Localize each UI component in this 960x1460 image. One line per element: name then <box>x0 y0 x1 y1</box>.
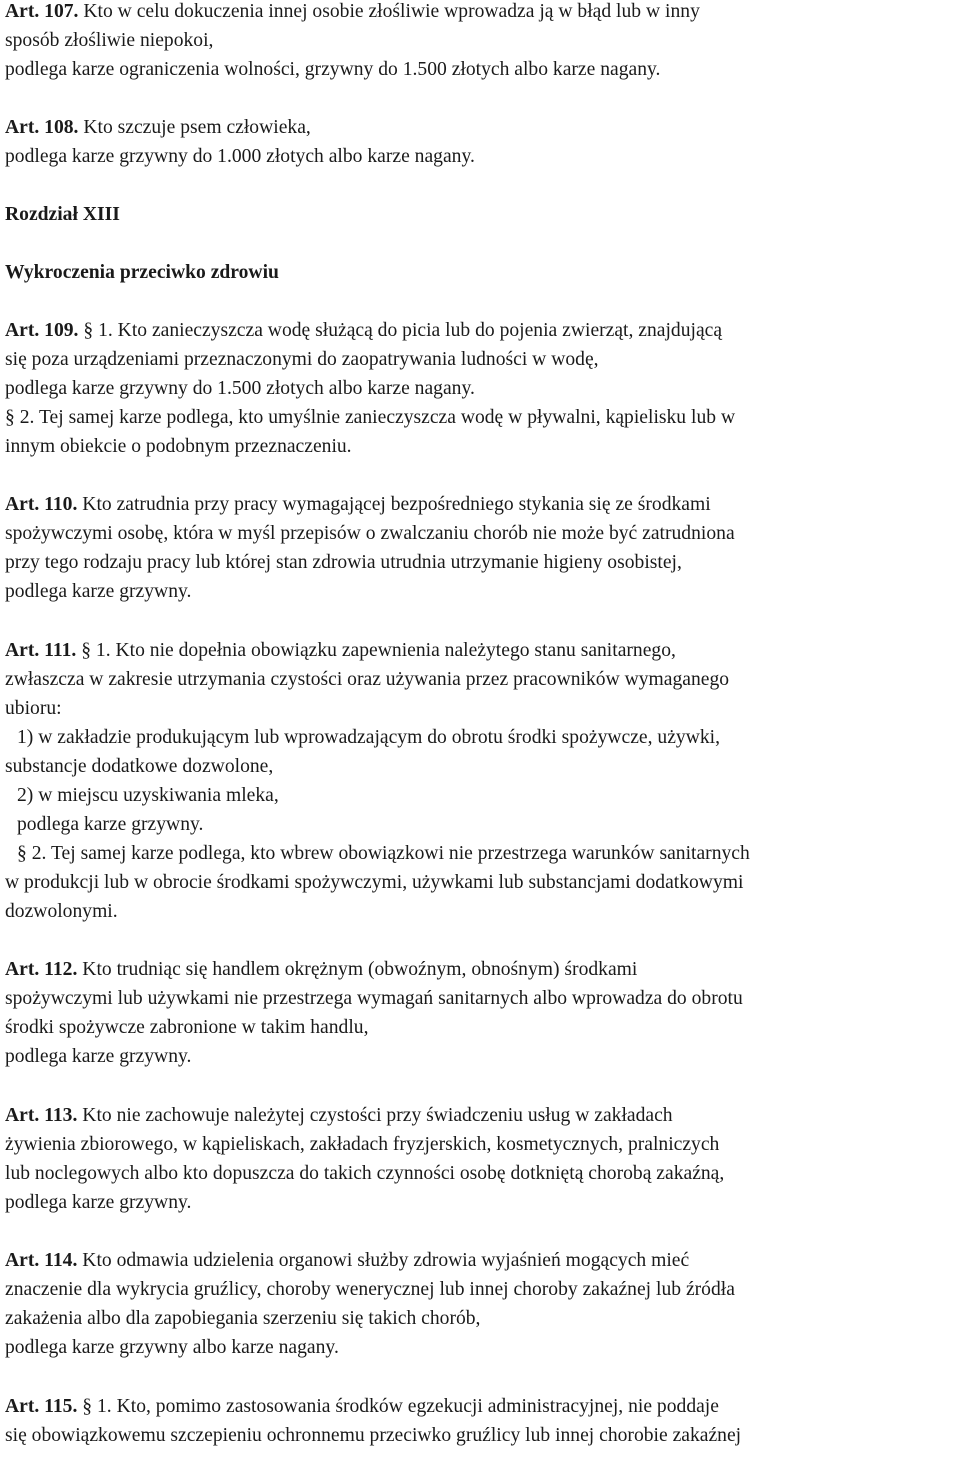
art115-par1-number: § 1. <box>82 1396 112 1417</box>
art112-label: Art. 112. <box>5 959 78 980</box>
art110-line1: Art. 110. Kto zatrudnia przy pracy wymagającej bezpośredniego stykania się ze środkami <box>5 494 711 515</box>
art110-line4: podlega karze grzywny. <box>5 581 192 602</box>
art114-line2: znaczenie dla wykrycia gruźlicy, choroby wenerycznej lub innej choroby zakaźnej lub źródła <box>5 1279 735 1300</box>
art114-line3: zakażenia albo dla zapobiegania szerzeniu się takich chorób, <box>5 1308 481 1329</box>
art109-par2-line2: innym obiekcie o podobnym przeznaczeniu. <box>5 436 352 457</box>
art111-item1-line1: 1) w zakładzie produkującym lub wprowadzającym do obrotu środki spożywcze, używki, <box>17 727 720 748</box>
art108-label: Art. 108. <box>5 117 79 138</box>
art112-line4: podlega karze grzywny. <box>5 1046 192 1067</box>
art109-line3: podlega karze grzywny do 1.500 złotych albo karze nagany. <box>5 378 475 399</box>
art113-line4: podlega karze grzywny. <box>5 1192 192 1213</box>
art113-line3: lub noclegowych albo kto dopuszcza do takich czynności osobę dotkniętą chorobą zakaźną, <box>5 1163 725 1184</box>
art111-line3: ubioru: <box>5 698 62 719</box>
art109-line1: Art. 109. § 1. Kto zanieczyszcza wodę służącą do picia lub do pojenia zwierząt, znajdującą <box>5 320 723 341</box>
art113-line2: żywienia zbiorowego, w kąpieliskach, zakładach fryzjerskich, kosmetycznych, pralniczych <box>5 1134 720 1155</box>
art113-line1: Art. 113. Kto nie zachowuje należytej czystości przy świadczeniu usług w zakładach <box>5 1105 673 1126</box>
art107-label: Art. 107. <box>5 1 79 22</box>
art112-line3: środki spożywcze zabronione w takim handlu, <box>5 1017 369 1038</box>
art107-line3: podlega karze ograniczenia wolności, grzywny do 1.500 złotych albo karze nagany. <box>5 59 661 80</box>
art112-line2: spożywczymi lub używkami nie przestrzega wymagań sanitarnych albo wprowadza do obrotu <box>5 988 743 1009</box>
art115-label: Art. 115. <box>5 1396 78 1417</box>
art110-line2: spożywczymi osobę, która w myśl przepisów o zwalczaniu chorób nie może być zatrudniona <box>5 523 735 544</box>
chapter-number: Rozdział XIII <box>5 204 120 225</box>
art110-line3: przy tego rodzaju pracy lub której stan zdrowia utrudnia utrzymanie higieny osobistej, <box>5 552 682 573</box>
art113-label: Art. 113. <box>5 1105 78 1126</box>
art111-par2-line1: § 2. Tej samej karze podlega, kto wbrew obowiązkowi nie przestrzega warunków sanitarnych <box>17 843 750 864</box>
art114-label: Art. 114. <box>5 1250 78 1271</box>
art110-label: Art. 110. <box>5 494 78 515</box>
art111-par2-line3: dozwolonymi. <box>5 901 118 922</box>
art115-line1: Art. 115. § 1. Kto, pomimo zastosowania środków egzekucji administracyjnej, nie poddaje <box>5 1396 719 1417</box>
art109-par1-number: § 1. <box>83 320 113 341</box>
art109-line2: się poza urządzeniami przeznaczonymi do zaopatrywania ludności w wodę, <box>5 349 599 370</box>
art107-line2: sposób złośliwie niepokoi, <box>5 30 214 51</box>
art111-penalty: podlega karze grzywny. <box>17 814 204 835</box>
art111-line1: Art. 111. § 1. Kto nie dopełnia obowiązku zapewnienia należytego stanu sanitarnego, <box>5 640 676 661</box>
art111-par2-number: § 2. <box>17 843 47 864</box>
art107-line1: Art. 107. Kto w celu dokuczenia innej osobie złośliwie wprowadza ją w błąd lub w inny <box>5 1 700 22</box>
art111-par1-number: § 1. <box>81 640 111 661</box>
art114-line4: podlega karze grzywny albo karze nagany. <box>5 1337 339 1358</box>
art109-par2-number: § 2. <box>5 407 35 428</box>
art111-line2: zwłaszcza w zakresie utrzymania czystości oraz używania przez pracowników wymaganego <box>5 669 730 690</box>
art111-label: Art. 111. <box>5 640 77 661</box>
art111-par2-line2: w produkcji lub w obrocie środkami spożywczymi, używkami lub substancjami dodatkowymi <box>5 872 744 893</box>
art114-line1: Art. 114. Kto odmawia udzielenia organowi służby zdrowia wyjaśnień mogących mieć <box>5 1250 690 1271</box>
art115-line2: się obowiązkowemu szczepieniu ochronnemu przeciwko gruźlicy lub innej chorobie zakaźnej <box>5 1425 742 1446</box>
art112-line1: Art. 112. Kto trudniąc się handlem okrężnym (obwoźnym, obnośnym) środkami <box>5 959 638 980</box>
chapter-title: Wykroczenia przeciwko zdrowiu <box>5 262 279 283</box>
art108-line1: Art. 108. Kto szczuje psem człowieka, <box>5 117 311 138</box>
art111-item1-line2: substancje dodatkowe dozwolone, <box>5 756 274 777</box>
art109-par2-line1: § 2. Tej samej karze podlega, kto umyślnie zanieczyszcza wodę w pływalni, kąpielisku lub w <box>5 407 736 428</box>
art109-label: Art. 109. <box>5 320 79 341</box>
art111-item2: 2) w miejscu uzyskiwania mleka, <box>17 785 279 806</box>
art108-line2: podlega karze grzywny do 1.000 złotych albo karze nagany. <box>5 146 475 167</box>
